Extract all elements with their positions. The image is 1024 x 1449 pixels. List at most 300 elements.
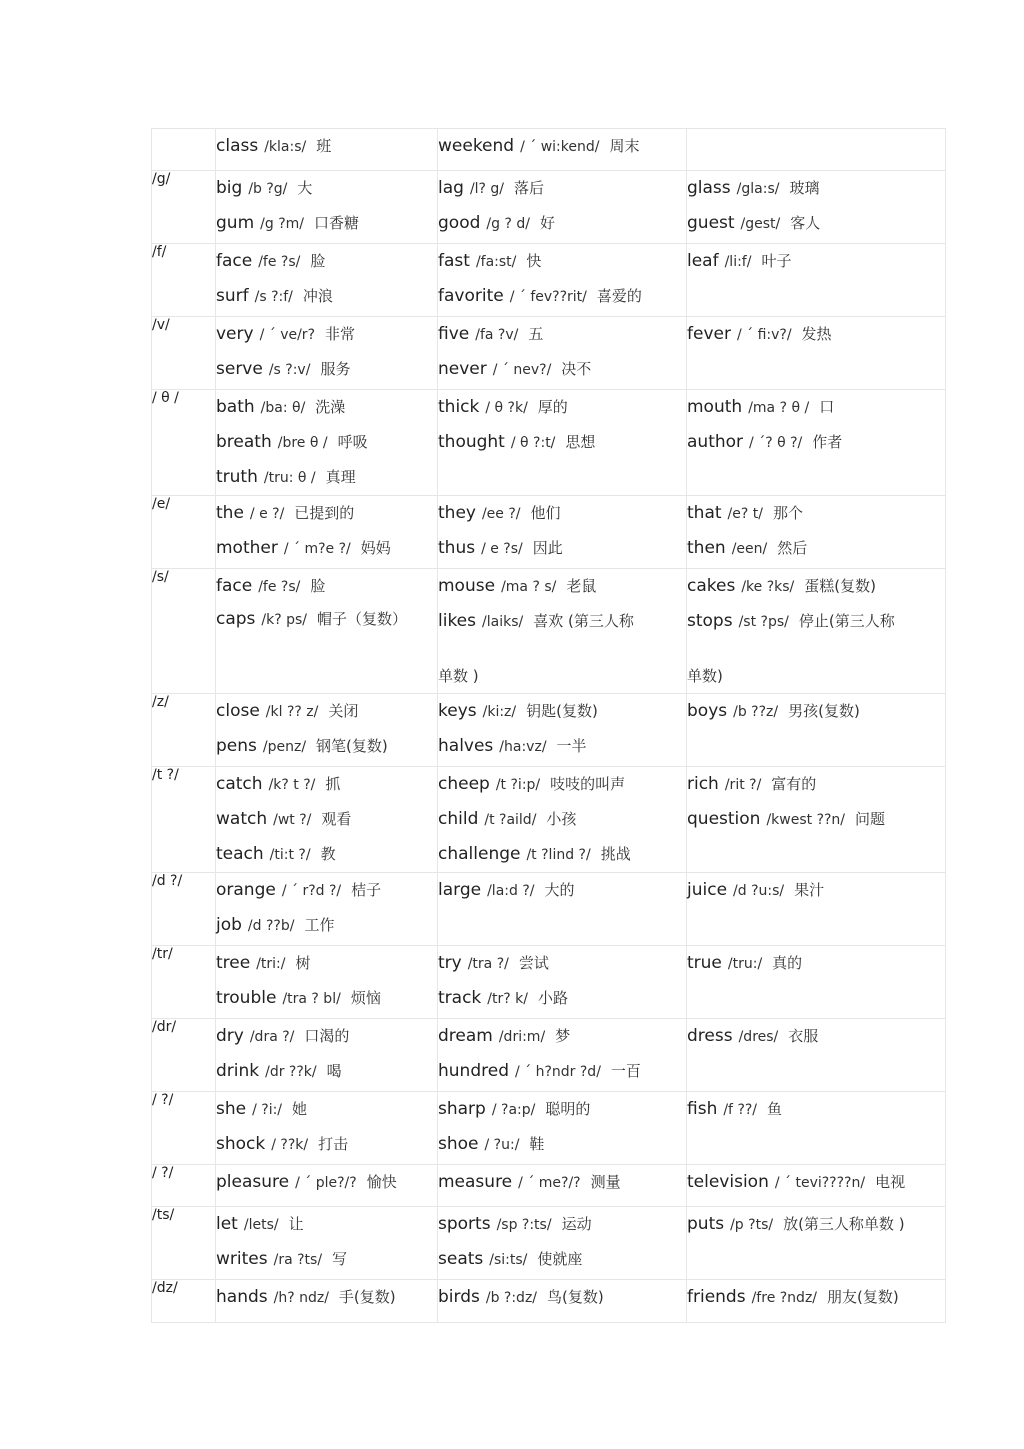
chinese-meaning: 一百 xyxy=(610,1062,641,1080)
word-entry xyxy=(216,1165,437,1200)
word-entry xyxy=(687,531,945,566)
word-entry xyxy=(438,694,686,729)
phonetic-transcription: / ˊ me?/? xyxy=(518,1175,581,1191)
chinese-meaning: 脸 xyxy=(310,577,326,595)
phonetic-transcription: /h? ndz/ xyxy=(273,1290,329,1306)
word-entry xyxy=(687,171,945,206)
chinese-meaning: 写 xyxy=(332,1250,348,1268)
word-entry xyxy=(687,244,945,279)
english-word: boys xyxy=(687,701,728,721)
phonetic-transcription: / ˊ fi:v?/ xyxy=(736,327,792,343)
english-word: weekend xyxy=(438,136,515,156)
chinese-meaning: 蛋糕(复数) xyxy=(804,577,876,595)
english-word: that xyxy=(687,503,722,523)
phonetic-transcription: /rit ?/ xyxy=(724,777,762,793)
chinese-meaning: 呼吸 xyxy=(337,433,368,451)
english-word: breath xyxy=(216,432,272,452)
english-word: big xyxy=(216,178,243,198)
table-row xyxy=(152,317,946,390)
example-cell xyxy=(216,1165,438,1207)
example-cell xyxy=(216,244,438,317)
phonetic-transcription: /ti:t ?/ xyxy=(269,847,311,863)
english-word: fever xyxy=(687,324,731,344)
word-entry xyxy=(216,908,437,943)
chinese-meaning: 问题 xyxy=(855,810,886,828)
example-cell xyxy=(438,496,687,569)
english-word: let xyxy=(216,1214,238,1234)
english-word: the xyxy=(216,503,244,523)
english-word: pleasure xyxy=(216,1172,290,1192)
example-cell xyxy=(438,129,687,171)
chinese-meaning: 小路 xyxy=(537,989,568,1007)
english-word: dress xyxy=(687,1026,733,1046)
english-word: five xyxy=(438,324,470,344)
chinese-meaning: 电视 xyxy=(875,1173,906,1191)
chinese-meaning: 大 xyxy=(297,179,313,197)
example-cell xyxy=(687,390,946,496)
word-entry xyxy=(216,425,437,460)
word-entry xyxy=(438,425,686,460)
word-entry xyxy=(216,390,437,425)
english-word: mouth xyxy=(687,397,743,417)
example-cell xyxy=(687,694,946,767)
word-entry xyxy=(687,206,945,241)
phonetic-transcription: / ˊ r?d ?/ xyxy=(281,883,342,899)
english-word: challenge xyxy=(438,844,521,864)
word-entry xyxy=(216,496,437,531)
english-word: author xyxy=(687,432,744,452)
chinese-meaning: 关闭 xyxy=(328,702,359,720)
chinese-meaning: 喜爱的 xyxy=(596,287,642,305)
english-word: hundred xyxy=(438,1061,509,1081)
example-cell xyxy=(216,569,438,694)
word-entry xyxy=(438,1280,686,1315)
word-entry xyxy=(438,639,686,693)
chinese-meaning: 好 xyxy=(539,214,555,232)
chinese-meaning: 快 xyxy=(526,252,542,270)
phonetic-transcription: /kl ?? z/ xyxy=(265,704,319,720)
english-word: shoe xyxy=(438,1134,479,1154)
example-cell xyxy=(687,1092,946,1165)
english-word: guest xyxy=(687,213,735,233)
chinese-meaning: 喝 xyxy=(326,1062,342,1080)
chinese-meaning: 冲浪 xyxy=(302,287,333,305)
table-row xyxy=(152,390,946,496)
chinese-meaning: 烦恼 xyxy=(350,989,381,1007)
phonetic-transcription: / θ ?k/ xyxy=(485,400,528,416)
phonetic-transcription: /ma ? θ / xyxy=(748,400,810,416)
english-word: drink xyxy=(216,1061,260,1081)
word-entry xyxy=(687,1165,945,1200)
phoneme-symbol: /ts/ xyxy=(152,1207,216,1280)
phonetic-transcription: /li:f/ xyxy=(724,254,752,270)
english-word: surf xyxy=(216,286,249,306)
english-word: rich xyxy=(687,774,719,794)
word-entry xyxy=(438,604,686,639)
english-word: close xyxy=(216,701,260,721)
phonetic-transcription: /sp ?:ts/ xyxy=(496,1217,552,1233)
word-entry xyxy=(687,390,945,425)
phoneme-symbol: /f/ xyxy=(152,244,216,317)
english-word: face xyxy=(216,251,253,271)
word-entry xyxy=(438,569,686,604)
word-entry xyxy=(216,460,437,495)
word-entry xyxy=(216,1019,437,1054)
phonetic-transcription: /tri:/ xyxy=(256,956,286,972)
phonetic-transcription: /fa ?v/ xyxy=(475,327,519,343)
english-word: question xyxy=(687,809,761,829)
word-entry xyxy=(687,569,945,604)
word-entry xyxy=(438,390,686,425)
example-cell xyxy=(438,317,687,390)
word-entry xyxy=(438,1127,686,1162)
phonetic-transcription: /b ?g/ xyxy=(248,181,288,197)
word-entry xyxy=(216,873,437,908)
example-cell xyxy=(216,317,438,390)
example-cell xyxy=(438,946,687,1019)
english-word: stops xyxy=(687,611,733,631)
chinese-meaning: 小孩 xyxy=(546,810,577,828)
phonetic-transcription: / ˊ nev?/ xyxy=(492,362,552,378)
example-cell xyxy=(438,1280,687,1323)
chinese-meaning: 真理 xyxy=(325,468,356,486)
example-cell xyxy=(687,496,946,569)
example-cell xyxy=(438,873,687,946)
chinese-meaning: 鸟(复数) xyxy=(547,1288,604,1306)
phonetic-transcription: / e ?s/ xyxy=(481,541,523,557)
table-row xyxy=(152,129,946,171)
example-cell xyxy=(438,244,687,317)
word-entry xyxy=(438,129,686,164)
english-word: teach xyxy=(216,844,264,864)
chinese-meaning: 口香糖 xyxy=(313,214,359,232)
chinese-meaning: 口渴的 xyxy=(304,1027,350,1045)
phonetic-transcription: /tra ?/ xyxy=(467,956,509,972)
chinese-meaning: 脸 xyxy=(310,252,326,270)
table-row xyxy=(152,1207,946,1280)
phonetic-transcription: /ee ?/ xyxy=(481,506,521,522)
word-entry xyxy=(438,317,686,352)
word-entry xyxy=(438,1054,686,1089)
phonetic-transcription: /la:d ?/ xyxy=(487,883,535,899)
chinese-meaning: 他们 xyxy=(530,504,561,522)
word-entry xyxy=(687,317,945,352)
english-word: thought xyxy=(438,432,505,452)
english-word: bath xyxy=(216,397,255,417)
chinese-meaning: 玻璃 xyxy=(789,179,820,197)
chinese-meaning: 测量 xyxy=(590,1173,621,1191)
chinese-meaning: 手(复数) xyxy=(338,1288,396,1306)
table-row xyxy=(152,496,946,569)
chinese-meaning: 抓 xyxy=(325,775,341,793)
phoneme-symbol: /e/ xyxy=(152,496,216,569)
phonetic-transcription: / ˊ ple?/? xyxy=(295,1175,357,1191)
english-word: gum xyxy=(216,213,255,233)
word-entry xyxy=(687,1092,945,1127)
english-word: sharp xyxy=(438,1099,486,1119)
word-entry xyxy=(687,873,945,908)
chinese-meaning: 帽子（复数） xyxy=(317,610,408,628)
word-entry xyxy=(216,171,437,206)
example-cell xyxy=(687,1019,946,1092)
word-entry xyxy=(687,604,945,639)
line-spacer xyxy=(687,639,945,659)
english-word: face xyxy=(216,576,253,596)
word-entry xyxy=(438,837,686,872)
english-word: fast xyxy=(438,251,470,271)
phoneme-symbol xyxy=(152,129,216,171)
phonetic-transcription: / ˊ wi:kend/ xyxy=(520,139,600,155)
english-word: large xyxy=(438,880,482,900)
word-entry xyxy=(438,171,686,206)
chinese-meaning: 五 xyxy=(528,325,544,343)
example-cell xyxy=(216,1207,438,1280)
chinese-meaning: 厚的 xyxy=(537,398,568,416)
word-entry xyxy=(438,496,686,531)
chinese-meaning: 桔子 xyxy=(351,881,382,899)
phonetic-transcription: / ??k/ xyxy=(271,1137,309,1153)
example-cell xyxy=(438,569,687,694)
example-cell xyxy=(687,569,946,694)
chinese-meaning: 老鼠 xyxy=(566,577,597,595)
english-word: cakes xyxy=(687,576,736,596)
chinese-meaning: 钥匙(复数) xyxy=(526,702,598,720)
english-word: child xyxy=(438,809,479,829)
word-entry xyxy=(216,1054,437,1089)
english-word: halves xyxy=(438,736,494,756)
example-cell xyxy=(687,317,946,390)
english-word: puts xyxy=(687,1214,725,1234)
example-cell xyxy=(216,873,438,946)
english-word: fish xyxy=(687,1099,718,1119)
english-word: friends xyxy=(687,1287,746,1307)
word-entry xyxy=(216,1280,437,1315)
english-word: mother xyxy=(216,538,278,558)
chinese-meaning: 钢笔(复数) xyxy=(316,737,388,755)
word-entry xyxy=(438,767,686,802)
english-word: juice xyxy=(687,880,728,900)
chinese-meaning: 观看 xyxy=(321,810,352,828)
phonetic-transcription: / ?u:/ xyxy=(484,1137,520,1153)
phoneme-symbol: /dr/ xyxy=(152,1019,216,1092)
chinese-meaning: 单数 ) xyxy=(438,667,479,685)
chinese-meaning: 班 xyxy=(316,137,332,155)
example-cell xyxy=(216,767,438,873)
example-cell xyxy=(216,1092,438,1165)
word-entry xyxy=(687,802,945,837)
chinese-meaning: 让 xyxy=(288,1215,304,1233)
english-word: try xyxy=(438,953,462,973)
example-cell xyxy=(687,946,946,1019)
chinese-meaning: 树 xyxy=(295,954,311,972)
example-cell xyxy=(216,694,438,767)
word-entry xyxy=(687,1207,945,1242)
chinese-meaning: 周末 xyxy=(609,137,640,155)
chinese-meaning: 教 xyxy=(320,845,336,863)
chinese-meaning: 朋友(复数) xyxy=(827,1288,899,1306)
word-entry xyxy=(216,767,437,802)
english-word: leaf xyxy=(687,251,719,271)
word-entry xyxy=(438,946,686,981)
example-cell xyxy=(216,1019,438,1092)
english-word: they xyxy=(438,503,476,523)
phonetic-transcription: /fe ?s/ xyxy=(258,579,301,595)
english-word: good xyxy=(438,213,481,233)
word-entry xyxy=(216,694,437,729)
phonetic-transcription: / ˊ tevi????n/ xyxy=(774,1175,866,1191)
chinese-meaning: 鱼 xyxy=(767,1100,783,1118)
word-entry xyxy=(687,496,945,531)
english-word: serve xyxy=(216,359,263,379)
phonetics-table xyxy=(151,128,946,1323)
phonetic-transcription: /wt ?/ xyxy=(273,812,312,828)
example-cell xyxy=(687,129,946,171)
phoneme-symbol: / θ / xyxy=(152,390,216,496)
phonetic-transcription: / ˊ fev??rit/ xyxy=(509,289,587,305)
phonetic-transcription: /b ??z/ xyxy=(733,704,779,720)
word-entry xyxy=(687,425,945,460)
chinese-meaning: 思想 xyxy=(565,433,596,451)
chinese-meaning: 那个 xyxy=(772,504,803,522)
phonetic-transcription: /b ?:dz/ xyxy=(485,1290,538,1306)
english-word: television xyxy=(687,1172,769,1192)
english-word: never xyxy=(438,359,487,379)
phonetic-transcription: /st ?ps/ xyxy=(738,614,789,630)
example-cell xyxy=(438,767,687,873)
chinese-meaning: 发热 xyxy=(801,325,832,343)
word-entry xyxy=(438,352,686,387)
english-word: then xyxy=(687,538,726,558)
english-word: glass xyxy=(687,178,731,198)
example-cell xyxy=(438,1092,687,1165)
word-entry xyxy=(438,981,686,1016)
english-word: orange xyxy=(216,880,276,900)
word-entry xyxy=(438,729,686,764)
word-entry xyxy=(216,1127,437,1162)
example-cell xyxy=(687,767,946,873)
word-entry xyxy=(687,694,945,729)
phonetic-transcription: /tra ? bl/ xyxy=(282,991,341,1007)
word-entry xyxy=(687,1280,945,1315)
phonetic-transcription: /tru: θ / xyxy=(263,470,316,486)
chinese-meaning: 非常 xyxy=(325,325,356,343)
chinese-meaning: 客人 xyxy=(790,214,821,232)
word-entry xyxy=(216,604,437,637)
chinese-meaning: 已提到的 xyxy=(294,504,355,522)
chinese-meaning: 挑战 xyxy=(600,845,631,863)
phonetic-transcription: /d ?u:s/ xyxy=(733,883,785,899)
word-entry xyxy=(438,531,686,566)
table-row xyxy=(152,1165,946,1207)
chinese-meaning: 鞋 xyxy=(529,1135,545,1153)
chinese-meaning: 停止(第三人称 xyxy=(798,612,895,630)
chinese-meaning: 使就座 xyxy=(537,1250,583,1268)
chinese-meaning: 口 xyxy=(819,398,835,416)
chinese-meaning: 作者 xyxy=(812,433,843,451)
chinese-meaning: 叶子 xyxy=(761,252,792,270)
word-entry xyxy=(216,837,437,872)
example-cell xyxy=(216,946,438,1019)
example-cell xyxy=(687,171,946,244)
phoneme-symbol: / ?/ xyxy=(152,1165,216,1207)
phonetic-transcription: /si:ts/ xyxy=(489,1252,528,1268)
chinese-meaning: 运动 xyxy=(561,1215,592,1233)
table-row xyxy=(152,1019,946,1092)
example-cell xyxy=(438,1165,687,1207)
phonetic-transcription: /p ?ts/ xyxy=(730,1217,774,1233)
table-row xyxy=(152,1092,946,1165)
example-cell xyxy=(687,1280,946,1323)
phoneme-symbol: /v/ xyxy=(152,317,216,390)
word-entry xyxy=(687,767,945,802)
phoneme-symbol: /tr/ xyxy=(152,946,216,1019)
phonetic-transcription: /e? t/ xyxy=(727,506,763,522)
example-cell xyxy=(438,1019,687,1092)
english-word: class xyxy=(216,136,259,156)
english-word: trouble xyxy=(216,988,277,1008)
english-word: true xyxy=(687,953,722,973)
phonetic-transcription: / θ ?:t/ xyxy=(510,435,556,451)
phonetic-transcription: / ˊ ve/r? xyxy=(259,327,315,343)
phonetic-transcription: /dra ?/ xyxy=(249,1029,295,1045)
chinese-meaning: 放(第三人称单数 ) xyxy=(783,1215,905,1233)
phonetic-transcription: /k? ps/ xyxy=(261,612,308,628)
chinese-meaning: 落后 xyxy=(514,179,545,197)
english-word: truth xyxy=(216,467,258,487)
phonetic-transcription: /bre θ / xyxy=(277,435,328,451)
phonetic-transcription: /laiks/ xyxy=(482,614,524,630)
english-word: favorite xyxy=(438,286,504,306)
chinese-meaning: 她 xyxy=(292,1100,308,1118)
phonetic-transcription: /l? g/ xyxy=(469,181,505,197)
phonetic-transcription: /penz/ xyxy=(262,739,307,755)
example-cell xyxy=(687,244,946,317)
english-word: birds xyxy=(438,1287,480,1307)
english-word: measure xyxy=(438,1172,513,1192)
word-entry xyxy=(438,1019,686,1054)
english-word: likes xyxy=(438,611,477,631)
word-entry xyxy=(216,244,437,279)
word-entry xyxy=(438,206,686,241)
phonetic-transcription: /gest/ xyxy=(740,216,781,232)
phonetic-transcription: /ha:vz/ xyxy=(499,739,547,755)
phonetic-transcription: / ˊ m?e ?/ xyxy=(283,541,351,557)
example-cell xyxy=(687,1207,946,1280)
phonetic-transcription: / ?i:/ xyxy=(252,1102,283,1118)
phonetic-transcription: /fe ?s/ xyxy=(258,254,301,270)
english-word: writes xyxy=(216,1249,268,1269)
english-word: she xyxy=(216,1099,247,1119)
table-row xyxy=(152,569,946,694)
phonetic-transcription: /kwest ??n/ xyxy=(766,812,846,828)
table-row xyxy=(152,1280,946,1323)
english-word: thick xyxy=(438,397,480,417)
phonetic-transcription: /s ?:f/ xyxy=(254,289,293,305)
phoneme-symbol: /t ?/ xyxy=(152,767,216,873)
chinese-meaning: 然后 xyxy=(777,539,808,557)
chinese-meaning: 因此 xyxy=(532,539,563,557)
chinese-meaning: 大的 xyxy=(544,881,575,899)
word-entry xyxy=(216,352,437,387)
word-entry xyxy=(438,1165,686,1200)
word-entry xyxy=(687,1019,945,1054)
phoneme-symbol: /dz/ xyxy=(152,1280,216,1323)
phonetic-transcription: /fa:st/ xyxy=(475,254,517,270)
english-word: mouse xyxy=(438,576,496,596)
chinese-meaning: 梦 xyxy=(555,1027,571,1045)
english-word: thus xyxy=(438,538,476,558)
word-entry xyxy=(216,729,437,764)
